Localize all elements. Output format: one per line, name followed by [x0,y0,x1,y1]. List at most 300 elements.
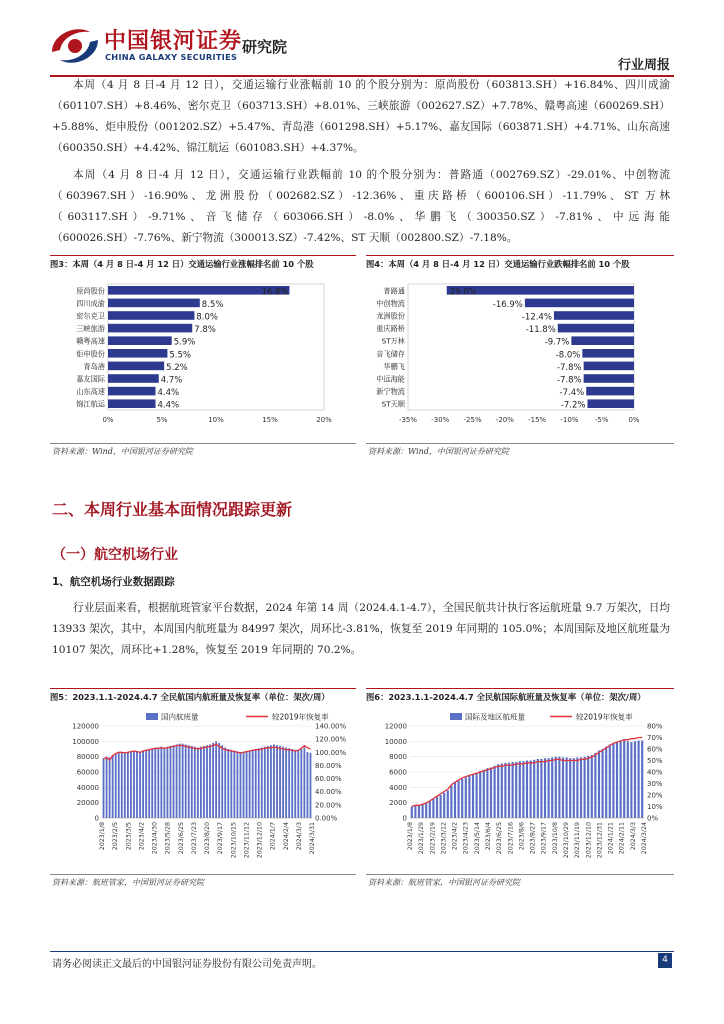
bar [620,741,622,818]
bar [170,746,172,818]
bar [494,766,496,818]
bar [450,786,452,818]
bar [124,753,126,818]
bar [638,741,640,818]
bar [145,750,147,818]
bar [512,762,514,818]
bar [139,752,141,818]
institute-label: 研究院 [242,38,288,56]
bar [425,803,427,818]
legend-label-bar: 国内航班量 [161,712,199,722]
bar [422,804,424,818]
bar [151,748,153,818]
data-label: 4.4% [157,388,180,399]
y-right-tick-label: 20.00% [315,801,342,810]
y-left-tick-label: 80000 [76,753,99,762]
bar [468,776,470,818]
bar [533,760,535,818]
x-tick-label: 2024/3/31 [309,822,316,855]
bar [486,768,488,818]
x-tick-label: 2024/1/21 [607,822,615,855]
category-label: 山东高速 [76,387,105,397]
data-label: -7.2% [560,400,586,411]
category-label: 炬申股份 [76,349,105,359]
y-right-tick-label: 40% [647,768,663,777]
fig3-chart [50,276,356,446]
bar [479,771,481,818]
bar [411,807,413,819]
fig5-source: 资料来源：航班管家，中国银河证券研究院 [52,878,204,887]
bar [282,747,284,818]
bar [221,745,223,818]
bar [264,747,266,818]
fig3-frame [50,255,356,256]
bar [461,779,463,818]
bar [582,349,634,358]
bar [586,387,634,396]
category-label: 华鹏飞 [383,361,405,371]
brand-logo-icon [46,22,104,70]
data-label: -7.8% [556,362,582,373]
fig4-frame [366,255,674,256]
bar [598,751,600,818]
bar [584,374,634,383]
bar [429,801,431,818]
bar [566,757,568,818]
bar [160,747,162,818]
bar [576,757,578,818]
data-label: 4.7% [160,375,183,386]
bar [300,749,302,818]
data-label: 5.9% [173,337,196,348]
data-label: -11.8% [525,325,556,336]
fig5-title: 图5：2023.1.1-2024.4.7 全民航国内航班量及恢复率（单位：架次/周） [50,692,330,702]
legend-swatch-bar [450,713,462,720]
x-tick-label: 2023/9/17 [540,822,548,855]
bar [612,743,614,818]
y-right-tick-label: 80% [647,722,663,731]
fig4-title: 图4：本周（4 月 8 日-4 月 12 日）交通运输行业跌幅排名前 10 个股 [366,259,630,269]
category-label: 重庆路桥 [376,324,405,334]
bar [109,757,111,818]
category-label: 中创物流 [376,298,405,308]
bar [188,745,190,818]
bar [288,748,290,818]
bar [418,805,420,818]
bar [197,747,199,818]
bar [237,751,239,818]
bar [279,746,281,818]
bar [588,399,634,408]
y-left-tick-label: 2000 [389,799,407,808]
x-tick-label: 2023/10/29 [563,822,570,859]
bar [246,751,248,818]
bar [203,746,205,818]
bar [115,754,117,818]
data-label: -8.0% [555,350,581,361]
bar [121,752,123,818]
x-tick-label: 2023/4/30 [151,822,159,855]
fig6-source: 资料来源：航班管家，中国银河证券研究院 [368,878,520,887]
x-tick-label: -10% [560,416,579,424]
category-label: 密尔克卫 [76,311,105,321]
x-tick-label: 2023/4/23 [462,822,470,855]
data-label: -16.9% [492,299,523,310]
category-label: 普路通 [383,286,405,296]
fig3-title: 图3：本周（4 月 8 日-4 月 12 日）交通运输行业涨幅排名前 10 个股 [50,259,314,269]
x-tick-label: -30% [431,416,450,424]
x-tick-label: 2023/12/10 [256,822,264,859]
bar [230,750,232,818]
x-tick-label: 2023/8/27 [529,822,537,855]
legend-label-line: 较2019年恢复率 [272,712,329,722]
category-label: 锦江航运 [76,399,105,409]
bar [218,743,220,818]
x-tick-label: 15% [262,416,278,424]
bar [191,746,193,818]
x-tick-label: 2023/2/19 [429,822,437,855]
x-tick-label: 2024/3/3 [629,822,637,851]
category-label: 新宁物流 [376,387,405,397]
bar [108,362,164,371]
y-left-tick-label: 4000 [389,783,407,792]
bar [580,757,582,818]
x-tick-label: -25% [463,416,482,424]
bar [623,741,625,818]
bar [548,758,550,818]
bar [249,751,251,818]
data-label: 7.8% [194,325,216,336]
bar [634,741,636,818]
y-right-tick-label: 120.00% [315,735,347,744]
bar [252,750,254,818]
bar [297,751,299,818]
bar [562,757,564,818]
y-left-tick-label: 100000 [72,737,99,746]
footer-divider [50,951,674,952]
bar [112,755,114,818]
bar [200,747,202,818]
bar [584,362,634,371]
bar [103,758,105,818]
x-tick-label: 0% [102,416,114,424]
bar [616,742,618,818]
x-tick-label: -5% [594,416,609,424]
bar [233,751,235,818]
bar [127,752,129,818]
data-label: -7.8% [556,375,582,386]
x-tick-label: 2024/2/11 [618,822,626,855]
x-tick-label: 2023/4/2 [451,822,459,851]
subsubsection-aviation-data-title: 1、航空机场行业数据跟踪 [52,576,175,588]
bar [179,744,181,818]
category-label: 音飞储存 [376,349,405,359]
data-label: 5.5% [169,350,192,361]
x-tick-label: 2024/1/7 [269,822,277,851]
fig3-source: 资料来源：Wind，中国银河证券研究院 [52,447,193,456]
bar [108,374,159,383]
bar [261,747,263,818]
bar [291,749,293,818]
bar [108,311,194,320]
data-label: -9.7% [544,337,570,348]
bar [501,764,503,818]
bar [176,744,178,818]
bar [504,763,506,818]
bar [465,777,467,818]
data-label: 8.5% [201,299,224,310]
bar [472,774,474,818]
bar [108,387,156,396]
bar [584,757,586,818]
data-label: -7.4% [559,388,585,399]
fig6-title: 图6：2023.1.1-2024.4.7 全民航国际航班量及恢复率（单位：架次/周） [366,692,646,702]
fig4-chart [366,276,674,446]
x-tick-label: 2023/7/16 [507,822,515,855]
data-label: 29.0% [449,287,477,298]
data-label: -12.4% [521,312,552,323]
bar [443,793,445,818]
bar [167,747,169,818]
x-tick-label: 2023/3/5 [125,822,133,851]
bar [294,750,296,818]
x-tick-label: 2023/1/8 [407,822,414,851]
paragraph-top-losers: 本周（4 月 8 日-4 月 12 日），交通运输行业跌幅前 10 的个股分别为：普路通（002769.SZ）-29.01%、中创物流（603967.SH）-16.90%、龙洲股份（002682.SZ）-12.36%、重庆路桥（600106.SH）-11.79%、ST 万林（603117.SH）-9.71%、音飞储存（603066.SH）-8.0%、华鹏飞（300350.SZ）-7.81%、中远海能（600026.SH）-7.76%、新宁物流（300013.SZ）-7.42%、ST 天顺（002800.SZ）-7.18%。 [52,169,670,244]
bar [490,767,492,818]
bar [458,780,460,818]
bar [440,795,442,818]
y-left-tick-label: 0 [402,814,407,823]
y-right-tick-label: 60% [647,745,663,754]
bar [185,744,187,818]
bar [136,751,138,818]
x-tick-label: 2023/5/28 [164,822,172,855]
x-tick-label: 5% [156,416,168,424]
bar [508,763,510,818]
x-tick-label: 2024/3/3 [295,822,303,851]
y-right-tick-label: 30% [647,780,663,788]
bar [571,336,634,345]
y-right-tick-label: 0% [647,814,659,823]
bar [142,751,144,818]
bar [276,745,278,818]
bar [587,756,589,818]
bar [414,806,416,818]
bar [255,749,257,818]
bar [476,773,478,818]
logo-en-text: CHINA GALAXY SECURITIES [105,52,238,62]
fig6-frame [366,688,674,689]
y-right-tick-label: 0.00% [315,814,338,823]
x-tick-label: 0% [628,416,640,424]
logo-cn-text: 中国银河证券 [104,29,243,54]
data-label: 8.0% [196,312,219,323]
category-label: 原尚股份 [76,286,105,296]
bar [194,747,196,818]
bar [227,749,229,818]
bar [522,761,524,818]
x-tick-label: 2023/1/8 [99,822,106,851]
category-label: 青岛港 [83,361,105,371]
bar [108,324,192,333]
bar [224,747,226,818]
x-tick-label: 2023/10/15 [230,822,238,859]
y-left-tick-label: 60000 [76,768,99,777]
bar [154,747,156,818]
x-tick-label: 2023/8/20 [204,822,211,855]
bar [525,299,634,308]
bar [558,757,560,818]
y-right-tick-label: 70% [647,734,663,742]
bar [605,747,607,818]
y-right-tick-label: 20% [647,791,663,800]
bar [108,349,167,358]
fig4-bottom-rule [366,443,674,444]
bar [544,758,546,818]
y-right-tick-label: 80.00% [315,761,342,770]
bar [258,748,260,818]
report-type: 行业周报 [617,58,670,73]
bar [215,741,217,818]
bar [270,745,272,818]
subsection-aviation-title: （一）航空机场行业 [52,547,178,563]
y-left-tick-label: 0 [94,814,99,823]
bar [519,761,521,818]
bar [630,742,632,818]
bar [182,744,184,818]
bar [243,752,245,818]
x-tick-label: 2023/11/12 [243,822,251,859]
legend-label-bar: 国际及地区航班量 [465,712,525,722]
bar [303,747,305,818]
y-right-tick-label: 40.00% [315,788,342,797]
bar [526,761,528,819]
bar [240,752,242,818]
x-tick-label: -35% [398,416,418,424]
bar [206,745,208,818]
x-tick-label: 20% [316,416,332,424]
fig6-chart [366,708,674,873]
y-left-tick-label: 40000 [76,783,99,792]
bar [483,770,485,818]
paragraph-aviation: 行业层面来看，根据航班管家平台数据，2024 年第 14 周（2024.4.1-4.7），全国民航共计执行客运航班量 9.7 万架次，日均 13933 架次，其中，本周国内航班量为 84997 架次，周环比-3.81%，恢复至 2019 年同期的 105.0%；本周国际及地区航班量为 10107 架次，周环比+1.28%，恢复至 2019 年同期的 70.2%。 [52,602,670,656]
x-tick-label: 2023/3/12 [440,822,448,855]
bar [555,757,557,818]
bar [602,749,604,818]
bar [573,758,575,818]
paragraph-top-gainers: 本周（4 月 8 日-4 月 12 日），交通运输行业涨幅前 10 的个股分别为：原尚股份（603813.SH）+16.84%、四川成渝（601107.SH）+8.46%、密尔克卫（603713.SH）+8.01%、三峡旅游（002627.SZ）+7.78%、赣粤高速（600269.SH）+5.88%、炬申股份（001202.SZ）+5.47%、青岛港（601298.SH）+5.17%、嘉友国际（603871.SH）+4.71%、山东高速（600350.SH）+4.42%、锦江航运（601083.SH）+4.37%。 [52,79,670,154]
x-tick-label: 2023/5/14 [473,822,481,855]
x-tick-label: 2023/10/8 [551,822,559,855]
page-number: 4 [658,953,672,968]
legend-swatch-bar [146,713,158,720]
data-label: 5.2% [166,362,188,373]
category-label: 三峡旅游 [76,324,105,334]
bar [454,783,456,818]
bar [497,764,499,818]
y-left-tick-label: 12000 [384,722,407,731]
category-label: 嘉友国际 [76,374,105,384]
bar [209,744,211,818]
y-right-tick-label: 60.00% [315,775,342,784]
bar [133,751,135,818]
fig5-bottom-rule [50,874,356,875]
x-tick-label: 2023/8/6 [518,822,526,851]
bar [310,753,312,818]
data-label: 4.4% [157,400,180,411]
bar [432,799,434,818]
fig5-frame [50,688,356,689]
fig6-bottom-rule [366,874,674,875]
bar [554,311,634,320]
bar [108,399,156,408]
x-tick-label: 2023/6/25 [496,822,504,855]
bar [212,743,214,818]
legend-label-line: 较2019年恢复率 [576,712,633,722]
x-tick-label: 2024/3/24 [641,822,648,855]
bar [558,324,634,333]
category-label: ST天顺 [381,399,405,409]
bar [118,753,120,818]
category-label: 龙洲股份 [376,311,405,321]
bar [436,797,438,818]
x-tick-label: 2023/7/23 [190,822,198,855]
bar [108,336,172,345]
y-left-tick-label: 6000 [389,768,407,777]
x-tick-label: 2023/12/31 [596,822,604,859]
x-tick-label: -20% [495,416,514,424]
x-tick-label: 2023/11/19 [574,822,582,859]
category-label: 赣粤高速 [76,336,105,346]
category-label: 四川成渝 [76,298,105,308]
x-tick-label: 2023/4/2 [138,822,146,851]
bar [551,757,553,818]
x-tick-label: 10% [208,416,224,424]
bar [148,749,150,818]
bar [273,744,275,818]
bar [267,746,269,818]
bar [540,759,542,818]
x-tick-label: 2023/9/17 [217,822,225,855]
bar [627,741,629,818]
bar [641,741,643,818]
x-tick-label: 2023/1/29 [418,822,426,855]
x-tick-label: 2023/12/10 [585,822,593,859]
bar [569,758,571,818]
y-left-tick-label: 8000 [389,753,407,762]
fig5-chart [50,708,356,873]
x-tick-label: 2023/6/4 [485,822,492,851]
x-tick-label: 2023/2/5 [112,822,120,851]
fig4-source: 资料来源：Wind，中国银河证券研究院 [368,447,509,456]
brand-logo [46,22,104,70]
bar [609,744,611,818]
y-left-tick-label: 120000 [72,722,99,731]
bar [307,752,309,818]
bar [108,299,200,308]
data-label: 16.8% [261,287,289,298]
bar [447,790,449,818]
bar [285,747,287,818]
x-tick-label: -15% [528,416,547,424]
y-right-tick-label: 10% [647,803,663,811]
bar [591,755,593,818]
y-left-tick-label: 10000 [384,737,407,746]
bar [173,745,175,818]
fig3-bottom-rule [50,443,356,444]
category-label: ST万林 [381,336,405,346]
section-2-title: 二、本周行业基本面情况跟踪更新 [52,500,293,519]
